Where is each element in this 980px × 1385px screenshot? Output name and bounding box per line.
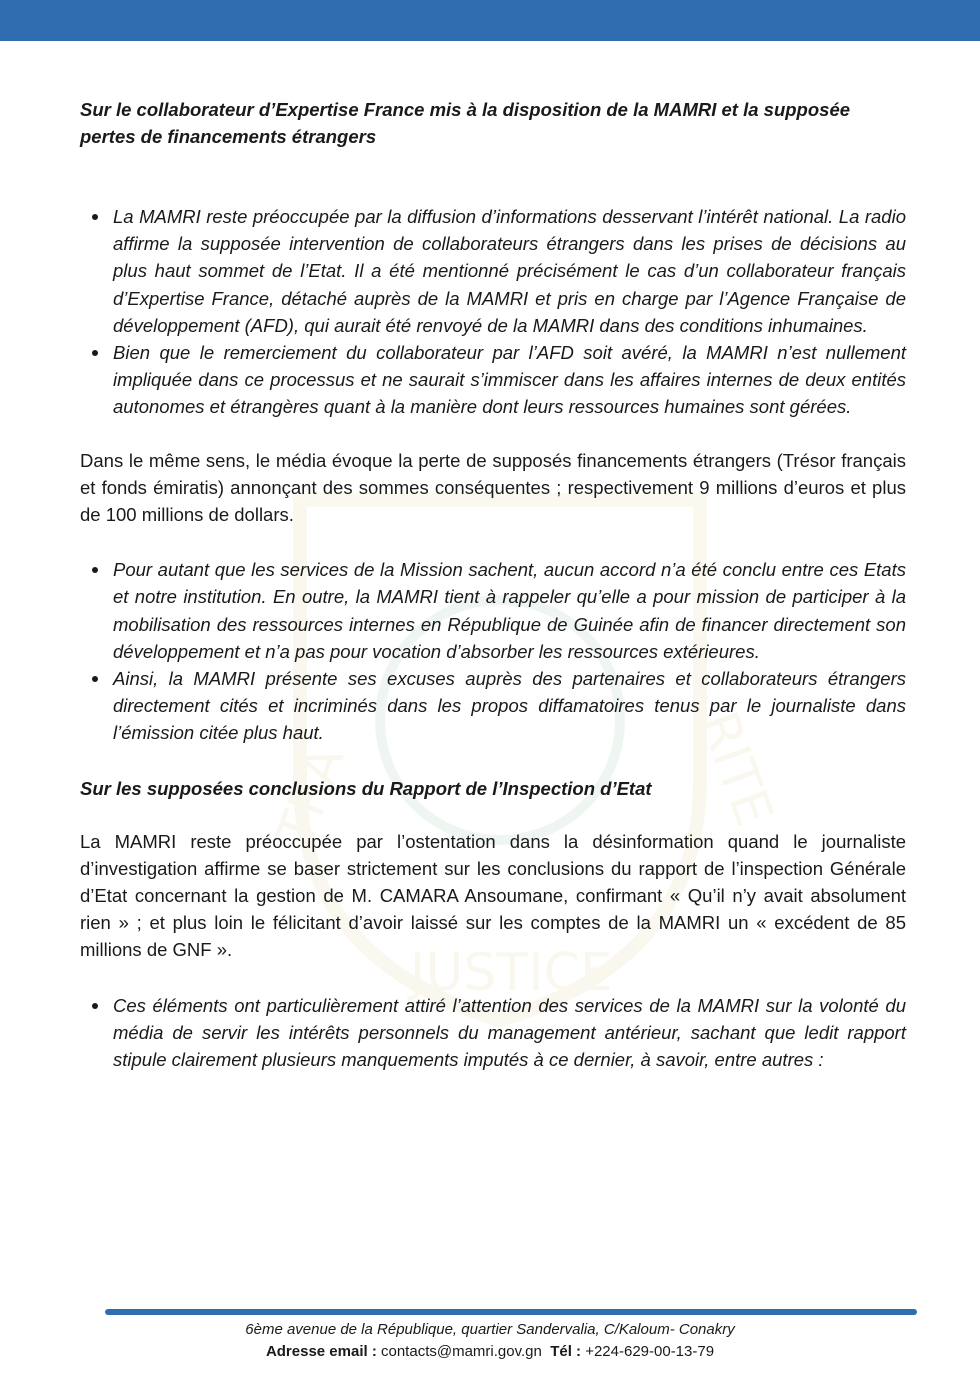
watermark-text-bottom: JUSTICE [410, 943, 613, 1003]
bullet-list-2 [80, 556, 906, 746]
bullet-list-3 [80, 992, 906, 1074]
watermark-text-left: TRA [265, 738, 357, 855]
document-body [80, 96, 906, 1073]
list-item: Ainsi, la MAMRI présente ses excuses auprès des partenaires et collaborateurs étrangers directement cités et incriminés dans les propos diffamatoires tenus par le journaliste dans l’émission citée plus haut. [80, 665, 906, 747]
footer-rule [105, 1309, 917, 1315]
list-item: Bien que le remerciement du collaborateur par l’AFD soit avéré, la MAMRI n’est nullement impliquée dans ce processus et ne saurait s’immiscer dans les affaires internes de deux entités autonomes et étrangères quant à la manière dont leurs ressources humaines sont gérées. [80, 339, 906, 421]
header-band [0, 0, 980, 41]
email-link[interactable]: contacts@mamri.gov.gn [381, 1343, 542, 1360]
list-item: La MAMRI reste préoccupée par la diffusion d’informations desservant l’intérêt national. La radio affirme la supposée intervention de collaborateurs étrangers dans les prises de décisions au plus haut sommet de l’Etat. Il a été mentionné précisément le cas d’un collaborateur français d’Expertise France, détaché auprès de la MAMRI et pris en charge par l’Agence Française de développement (AFD), qui aurait été renvoyé de la MAMRI dans des conditions inhumaines. [80, 203, 906, 339]
section-heading-expertise-france: Sur le collaborateur d’Expertise France mis à la disposition de la MAMRI et la supposée pertes de financements étrangers [80, 99, 851, 147]
watermark-text-right: RITE [687, 703, 784, 834]
list-item: Pour autant que les services de la Mission sachent, aucun accord n’a été conclu entre ces Etats et notre institution. En outre, la MAMRI tient à rappeler qu’elle a pour mission de participer à la mobilisation des ressources internes en République de Guinée afin de financer directement son développement et n’a pas pour vocation d’absorber les ressources extérieures. [80, 556, 906, 665]
tel-label: Tél : [550, 1343, 582, 1360]
bullet-list-1 [80, 203, 906, 421]
footer-address: 6ème avenue de la République, quartier Sandervalia, C/Kaloum- Conakry [245, 1321, 735, 1338]
footer-contact [0, 1342, 980, 1362]
paragraph-inspection: La MAMRI reste préoccupée par l’ostentation dans la désinformation quand le journaliste d’investigation affirme se baser strictement sur les conclusions du rapport de l’inspection Générale d’Etat concernant la gestion de M. CAMARA Ansoumane, confirmant « Qu’il n’y avait absolument rien » ; et plus loin le félicitant d’avoir laissé sur les comptes de la MAMRI un « excédent de 85 millions de GNF ». [80, 830, 906, 961]
list-item: Ces éléments ont particulièrement attiré l’attention des services de la MAMRI sur la volonté du média de servir les intérêts personnels du management antérieur, sachant que ledit rapport stipule clairement plusieurs manquements imputés à ce dernier, à savoir, entre autres : [80, 992, 906, 1074]
email-label: Adresse email : [265, 1343, 377, 1360]
tel-number: +224-629-00-13-79 [585, 1343, 715, 1360]
section-heading-inspection: Sur les supposées conclusions du Rapport de l’Inspection d’Etat [80, 777, 652, 799]
paragraph-financements: Dans le même sens, le média évoque la perte de supposés financements étrangers (Trésor français et fonds émiratis) annonçant des sommes conséquentes ; respectivement 9 millions d’euros et plus de 100 millions de dollars. [80, 449, 906, 526]
